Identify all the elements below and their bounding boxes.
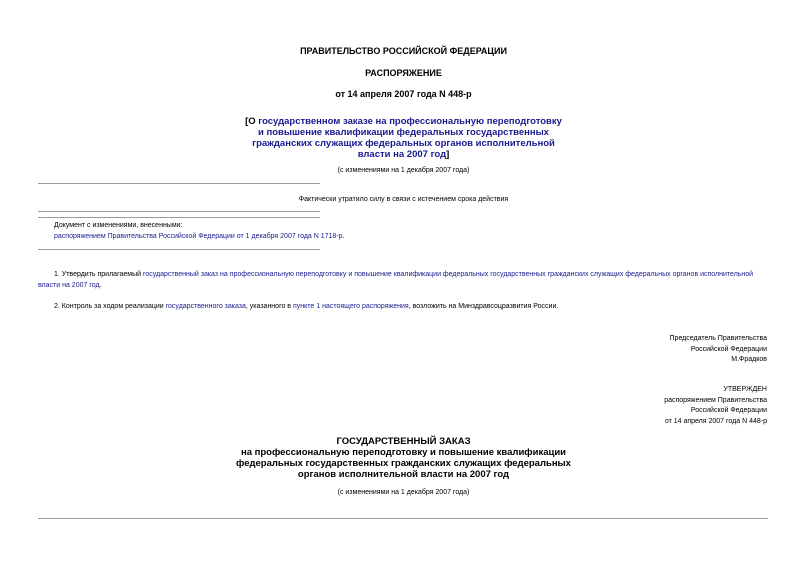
order-amendment-note: (с изменениями на 1 декабря 2007 года)	[337, 489, 470, 496]
paragraph-2-mid: , указанного в	[245, 303, 293, 310]
signature-name: М.Фрадков	[731, 356, 767, 363]
approval-block	[664, 385, 767, 427]
amendments-line	[54, 232, 345, 242]
status-note: Фактически утратило силу в связи с истечением срока действия	[298, 196, 509, 203]
document-date: от 14 апреля 2007 года N 448-р	[335, 89, 472, 99]
approval-line-2: распоряжением Правительства	[664, 396, 767, 404]
amendment-note: (с изменениями на 1 декабря 2007 года)	[337, 167, 470, 174]
paragraph-1	[38, 270, 770, 291]
signature-position: Председатель Правительства	[669, 335, 767, 342]
divider	[38, 249, 320, 250]
amendments-label: Документ с изменениями, внесенными:	[54, 222, 183, 229]
document-title	[0, 116, 807, 160]
approval-line-3: Российской Федерации	[690, 407, 767, 414]
order-heading	[0, 436, 807, 480]
paragraph-2-prefix: 2. Контроль за ходом реализации	[54, 303, 166, 310]
paragraph-2-link-item[interactable]: пункте 1 настоящего распоряжения	[292, 303, 409, 310]
signature-block	[670, 334, 767, 366]
paragraph-1-prefix: 1. Утвердить прилагаемый	[54, 271, 143, 278]
order-title: ГОСУДАРСТВЕННЫЙ ЗАКАЗ	[336, 436, 471, 447]
title-line-3[interactable]: гражданских служащих федеральных органов исполнительной	[252, 138, 555, 149]
order-line-2: на профессиональную переподготовку и повышение квалификации	[240, 447, 567, 458]
government-heading: ПРАВИТЕЛЬСТВО РОССИЙСКОЙ ФЕДЕРАЦИИ	[300, 46, 507, 56]
paragraph-2-link-order[interactable]: государственного заказа	[165, 303, 246, 310]
paragraph-1-suffix: .	[99, 281, 102, 289]
paragraph-1-link[interactable]: государственный заказ на профессиональную переподготовку и повышение квалификации федеральных государственных гражданских служащих федеральных органов исполнительной власти на 2007 год	[38, 271, 754, 289]
divider	[38, 183, 320, 184]
document-type: РАСПОРЯЖЕНИЕ	[365, 68, 442, 78]
divider	[38, 217, 320, 218]
title-line-4	[0, 149, 807, 160]
title-bracket-close: ]	[446, 149, 450, 160]
title-link[interactable]: государственном заказе на профессиональную переподготовку	[258, 116, 562, 127]
paragraph-2-suffix: , возложить на Минздравсоцразвития России.	[408, 303, 559, 310]
title-line-2[interactable]: и повышение квалификации федеральных государственных	[258, 127, 549, 138]
order-line-3: федеральных государственных гражданских служащих федеральных	[236, 458, 571, 469]
title-bracket-open: [О	[245, 116, 259, 127]
approval-title: УТВЕРЖДЕН	[723, 386, 767, 393]
order-line-4: органов исполнительной власти на 2007 год	[297, 469, 510, 480]
title-line-1	[0, 116, 807, 127]
approval-line-4: от 14 апреля 2007 года N 448-р	[664, 417, 767, 425]
divider	[38, 211, 320, 212]
amendments-suffix: .	[342, 233, 345, 240]
divider	[38, 518, 768, 519]
title-line-4-link[interactable]: власти на 2007 год	[357, 149, 447, 160]
signature-country: Российской Федерации	[690, 345, 767, 353]
paragraph-2	[38, 302, 770, 313]
amendments-link[interactable]: распоряжением Правительства Российской Федерации от 1 декабря 2007 года N 1718-р	[54, 233, 343, 240]
